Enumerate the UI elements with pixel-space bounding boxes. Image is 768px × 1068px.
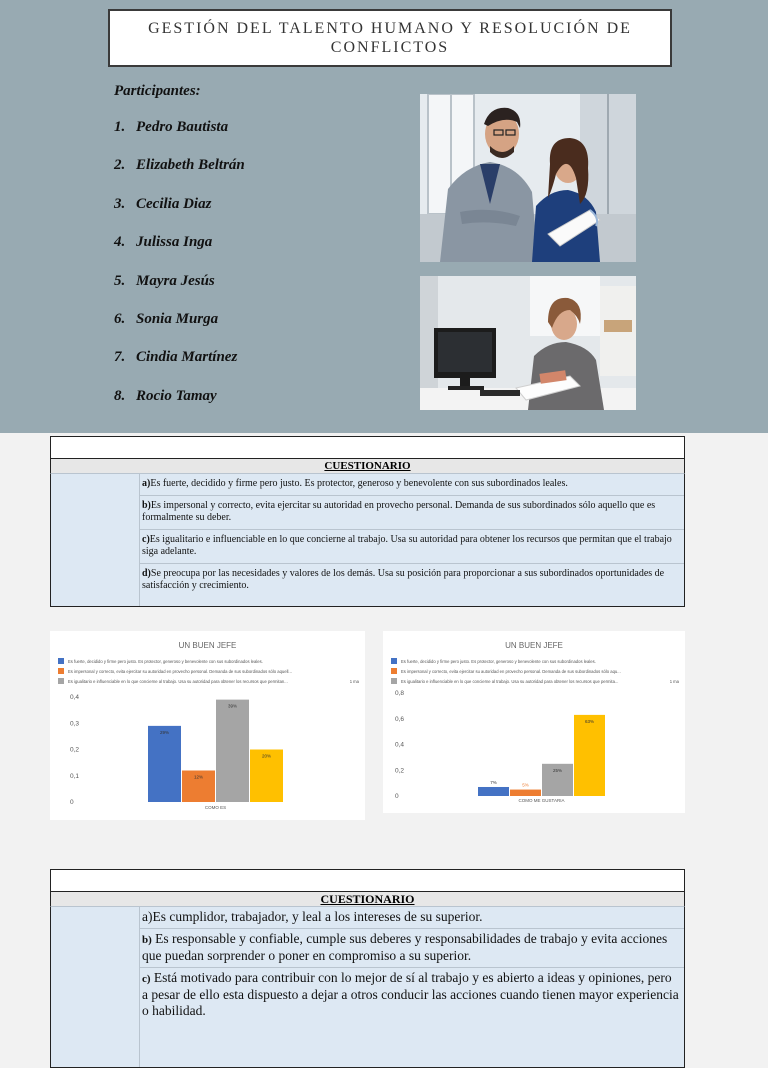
bar-data-label: 29% <box>159 729 170 735</box>
option-text: Es responsable y confiable, cumple sus deberes y responsabilidades de trabajo y evita acciones que puedan sorprender o poner en compromiso a su superior. <box>142 931 668 963</box>
legend-label: Es igualitario e influenciable en lo que concierne al trabajo. Usa su autoridad para obtener los recursos que permitan... <box>68 678 288 684</box>
option-d <box>140 564 684 606</box>
y-tick-label: 0,1 <box>70 772 80 780</box>
option-b <box>140 929 684 968</box>
participant-number: 4. <box>114 234 126 251</box>
participant-name: Elizabeth Beltrán <box>136 157 245 174</box>
option-a <box>140 474 684 496</box>
legend-more: 1 ma <box>669 678 679 684</box>
participant-name: Mayra Jesús <box>136 272 215 289</box>
participant-name: Pedro Bautista <box>136 119 229 135</box>
table-header-bar <box>50 869 685 892</box>
participant-number: 6. <box>114 310 126 327</box>
participant-item <box>114 388 245 426</box>
office-worker-photo <box>420 276 636 410</box>
chart-plot <box>383 631 685 813</box>
bar-data-label: 5% <box>522 782 529 788</box>
participant-name: Cindia Martínez <box>136 349 238 366</box>
slide-title-box <box>108 9 672 67</box>
participant-item <box>114 234 245 272</box>
chart-title: UN BUEN JEFE <box>178 641 237 650</box>
option-c <box>140 530 684 564</box>
participant-name: Cecilia Diaz <box>136 195 212 212</box>
table-header-bar <box>50 436 685 459</box>
bar-data-label: 7% <box>490 779 497 785</box>
participant-number: 8. <box>114 387 126 404</box>
option-letter: c) <box>142 973 151 985</box>
chart-bar <box>510 790 541 796</box>
y-tick-label: 0,4 <box>395 741 405 749</box>
x-category-label: COMO ES <box>204 805 227 810</box>
participant-number: 5. <box>114 272 126 289</box>
chart-bar <box>478 787 509 796</box>
participant-name: Julissa Inga <box>136 234 213 251</box>
participant-number: 7. <box>114 349 126 366</box>
participant-number: 1. <box>114 119 126 135</box>
option-letter: d) <box>142 568 151 579</box>
chart-plot <box>50 631 365 820</box>
questionnaire-body <box>50 473 685 607</box>
y-tick-label: 0 <box>395 793 399 800</box>
chart-bar <box>574 715 605 796</box>
y-tick-label: 0,6 <box>395 715 405 723</box>
bar-data-label: 63% <box>584 718 595 724</box>
bar-data-label: 20% <box>261 753 272 759</box>
options-column <box>140 907 684 1067</box>
option-c <box>140 968 684 1022</box>
x-category-label: COMO ME GUSTARIA <box>518 798 565 803</box>
option-text: Es impersonal y correcto, evita ejercitar su autoridad en provecho personal. Demanda de sus subordinados sólo aquello que es formalmente su deber. <box>142 500 656 523</box>
option-letter: a) <box>142 909 153 924</box>
option-text: Es igualitario e influenciable en lo que concierne al trabajo. Usa su autoridad para obtener los recursos que permitan que el trabajo siga adelante. <box>142 534 672 557</box>
questionnaire-table-1 <box>50 436 685 607</box>
participant-item <box>114 311 245 349</box>
legend-label: Es fuerte, decidido y firme pero justo. Es protector, generoso y benevolente con sus subordinados leales. <box>401 658 596 664</box>
title-slide <box>0 0 768 433</box>
option-letter: b) <box>142 500 151 511</box>
questionnaire-title: CUESTIONARIO <box>50 892 685 906</box>
participants-list <box>114 119 245 426</box>
chart-bar <box>216 700 249 802</box>
bar-data-label: 39% <box>227 703 238 709</box>
participant-item <box>114 273 245 311</box>
questionnaire-title: CUESTIONARIO <box>50 459 685 473</box>
chart-como-me-gustaria <box>383 631 685 813</box>
participant-number: 3. <box>114 195 126 212</box>
legend-label: Es igualitario e influenciable en lo que concierne al trabajo. Usa su autoridad para obtener los recursos que permita... <box>401 678 619 684</box>
slide-title: GESTIÓN DEL TALENTO HUMANO Y RESOLUCIÓN DE CONFLICTOS <box>148 20 632 56</box>
bar-data-label: 12% <box>193 774 204 780</box>
participant-item <box>114 196 245 234</box>
chart-como-es <box>50 631 365 820</box>
option-letter: a) <box>142 478 151 489</box>
legend-more: 1 ma <box>349 678 359 684</box>
questionnaire-table-2 <box>50 869 685 1068</box>
y-tick-label: 0,8 <box>395 690 405 697</box>
chart-bar <box>148 726 181 802</box>
questionnaire-body <box>50 906 685 1068</box>
participant-item <box>114 157 245 195</box>
question-label-cell <box>51 907 140 1067</box>
bar-data-label: 25% <box>552 767 563 773</box>
y-tick-label: 0,2 <box>70 746 80 754</box>
chart-title: UN BUEN JEFE <box>505 641 563 650</box>
legend-label: Es impersonal y correcto, evita ejercitar su autoridad en provecho personal. Demanda de sus subordinados sólo aquell... <box>68 668 292 674</box>
participant-item <box>114 119 245 157</box>
option-text: Está motivado para contribuir con lo mejor de sí al trabajo y es abierto a ideas y opiniones, pero a pesar de ello esta dispuesto a dejar a otros conducir las acciones cuando tienen mayor experiencia o habilidad. <box>142 970 679 1018</box>
y-tick-label: 0,4 <box>70 694 80 701</box>
option-text: Es fuerte, decidido y firme pero justo. Es protector, generoso y benevolente con sus subordinados leales. <box>150 478 568 489</box>
legend-label: Es fuerte, decidido y firme pero justo. Es protector, generoso y benevolente con sus subordinados leales. <box>68 658 263 664</box>
y-tick-label: 0,3 <box>70 720 80 728</box>
participant-name: Rocio Tamay <box>136 387 217 404</box>
participant-item <box>114 349 245 387</box>
y-tick-label: 0 <box>70 799 74 806</box>
option-b <box>140 496 684 530</box>
question-label-cell <box>51 474 140 606</box>
option-text: Es cumplidor, trabajador, y leal a los intereses de su superior. <box>152 909 483 924</box>
option-a <box>140 907 684 929</box>
office-colleagues-photo <box>420 94 636 262</box>
y-tick-label: 0,2 <box>395 767 405 775</box>
option-letter: b) <box>142 934 152 946</box>
options-column <box>140 474 684 606</box>
participant-number: 2. <box>114 157 126 174</box>
option-letter: c) <box>142 534 150 545</box>
participants-heading: Participantes: <box>114 83 201 99</box>
legend-label: Es impersonal y correcto, evita ejercitar su autoridad en provecho personal. Demanda de sus subordinados sólo aqu... <box>401 668 621 674</box>
participant-name: Sonia Murga <box>136 310 219 327</box>
option-text: Se preocupa por las necesidades y valores de los demás. Usa su posición para proporcionar a sus subordinados oportunidades de satisfacción y crecimiento. <box>142 568 665 591</box>
